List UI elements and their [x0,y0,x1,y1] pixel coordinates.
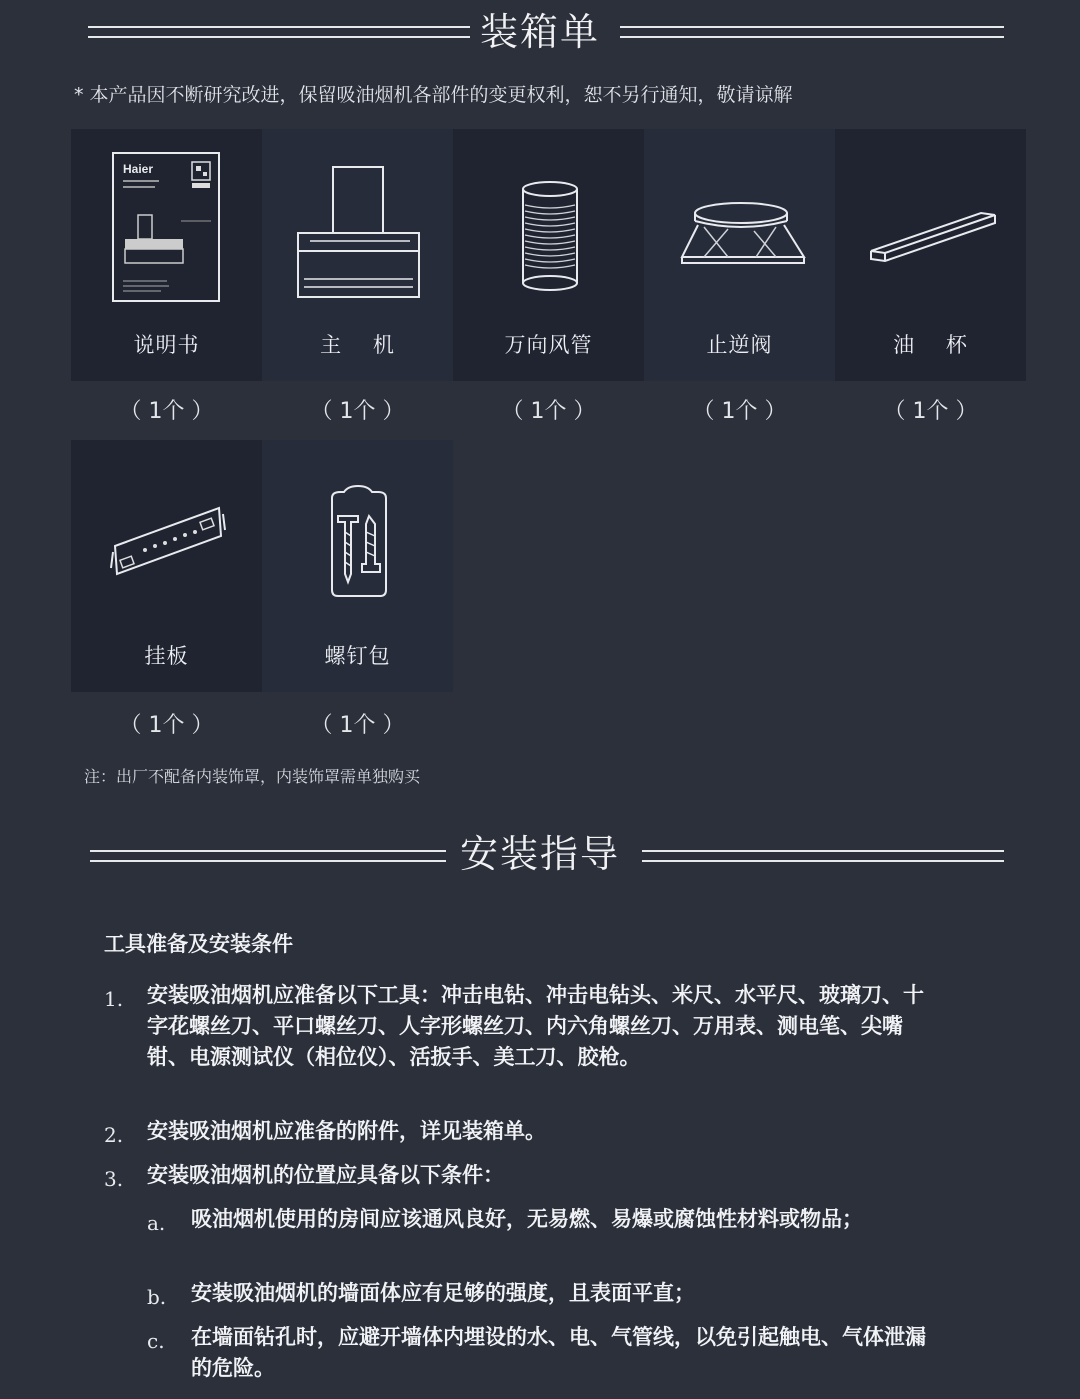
step-text: 安装吸油烟机应准备以下工具：冲击电钻、冲击电钻头、米尺、水平尺、玻璃刀、十字花螺丝刀、平口螺丝刀、人字形螺丝刀、内六角螺丝刀、万用表、测电笔、尖嘴钳、电源测试仪（相位仪）、活扳手、美工刀、胶枪。 [147,983,924,1069]
item-label: 螺钉包 [324,644,391,668]
packing-list-title: 装箱单 [479,10,600,54]
item-qty: （ 1个 ） [692,399,787,424]
item-qty: （ 1个 ） [883,399,978,424]
item-tile-manual [71,129,262,381]
substep-marker: c. [147,1329,165,1353]
install-guide-title: 安装指导 [459,832,620,876]
item-tile-main-unit [262,129,453,381]
manual-brand-text: Haier [123,162,154,176]
item-label: 主 机 [320,333,395,357]
step-marker: 2. [104,1123,124,1147]
step-marker: 1. [104,987,124,1011]
item-label: 挂板 [144,644,189,668]
section-subtitle: 工具准备及安装条件 [104,932,293,956]
item-qty: （ 1个 ） [310,399,405,424]
install-guide-header [0,824,1080,884]
item-qty: （ 1个 ） [501,399,596,424]
item-tile-screw-pack [262,440,453,692]
substep-text: 安装吸油烟机的墙面体应有足够的强度，且表面平直； [191,1281,695,1305]
item-tile-mounting-plate [71,440,262,692]
item-qty: （ 1个 ） [119,713,214,738]
item-tile-duct [453,129,644,381]
substep-marker: a. [147,1211,166,1235]
item-label: 万向风管 [504,333,593,357]
substep-text: 在墙面钻孔时，应避开墙体内埋设的水、电、气管线，以免引起触电、气体泄漏的危险。 [191,1325,926,1380]
item-label: 油 杯 [893,333,968,357]
decorative-cover-note: 注：出厂不配备内装饰罩，内装饰罩需单独购买 [84,767,421,786]
substep-text: 吸油烟机使用的房间应该通风良好，无易燃、易爆或腐蚀性材料或物品； [191,1207,863,1231]
tools-conditions-section [104,928,944,958]
item-qty: （ 1个 ） [310,713,405,738]
item-tile-oil-cup [835,129,1026,381]
packing-list-header [0,2,1080,62]
step-text: 安装吸油烟机的位置应具备以下条件： [147,1163,504,1187]
change-notice: * 本产品因不断研究改进，保留吸油烟机各部件的变更权利，恕不另行通知，敬请谅解 [74,84,793,106]
step-marker: 3. [104,1167,124,1191]
substep-marker: b. [147,1285,167,1309]
step-text: 安装吸油烟机应准备的附件，详见装箱单。 [147,1119,546,1143]
item-label: 说明书 [133,333,200,357]
item-tile-check-valve [644,129,835,381]
item-qty: （ 1个 ） [119,399,214,424]
item-label: 止逆阀 [706,333,773,357]
